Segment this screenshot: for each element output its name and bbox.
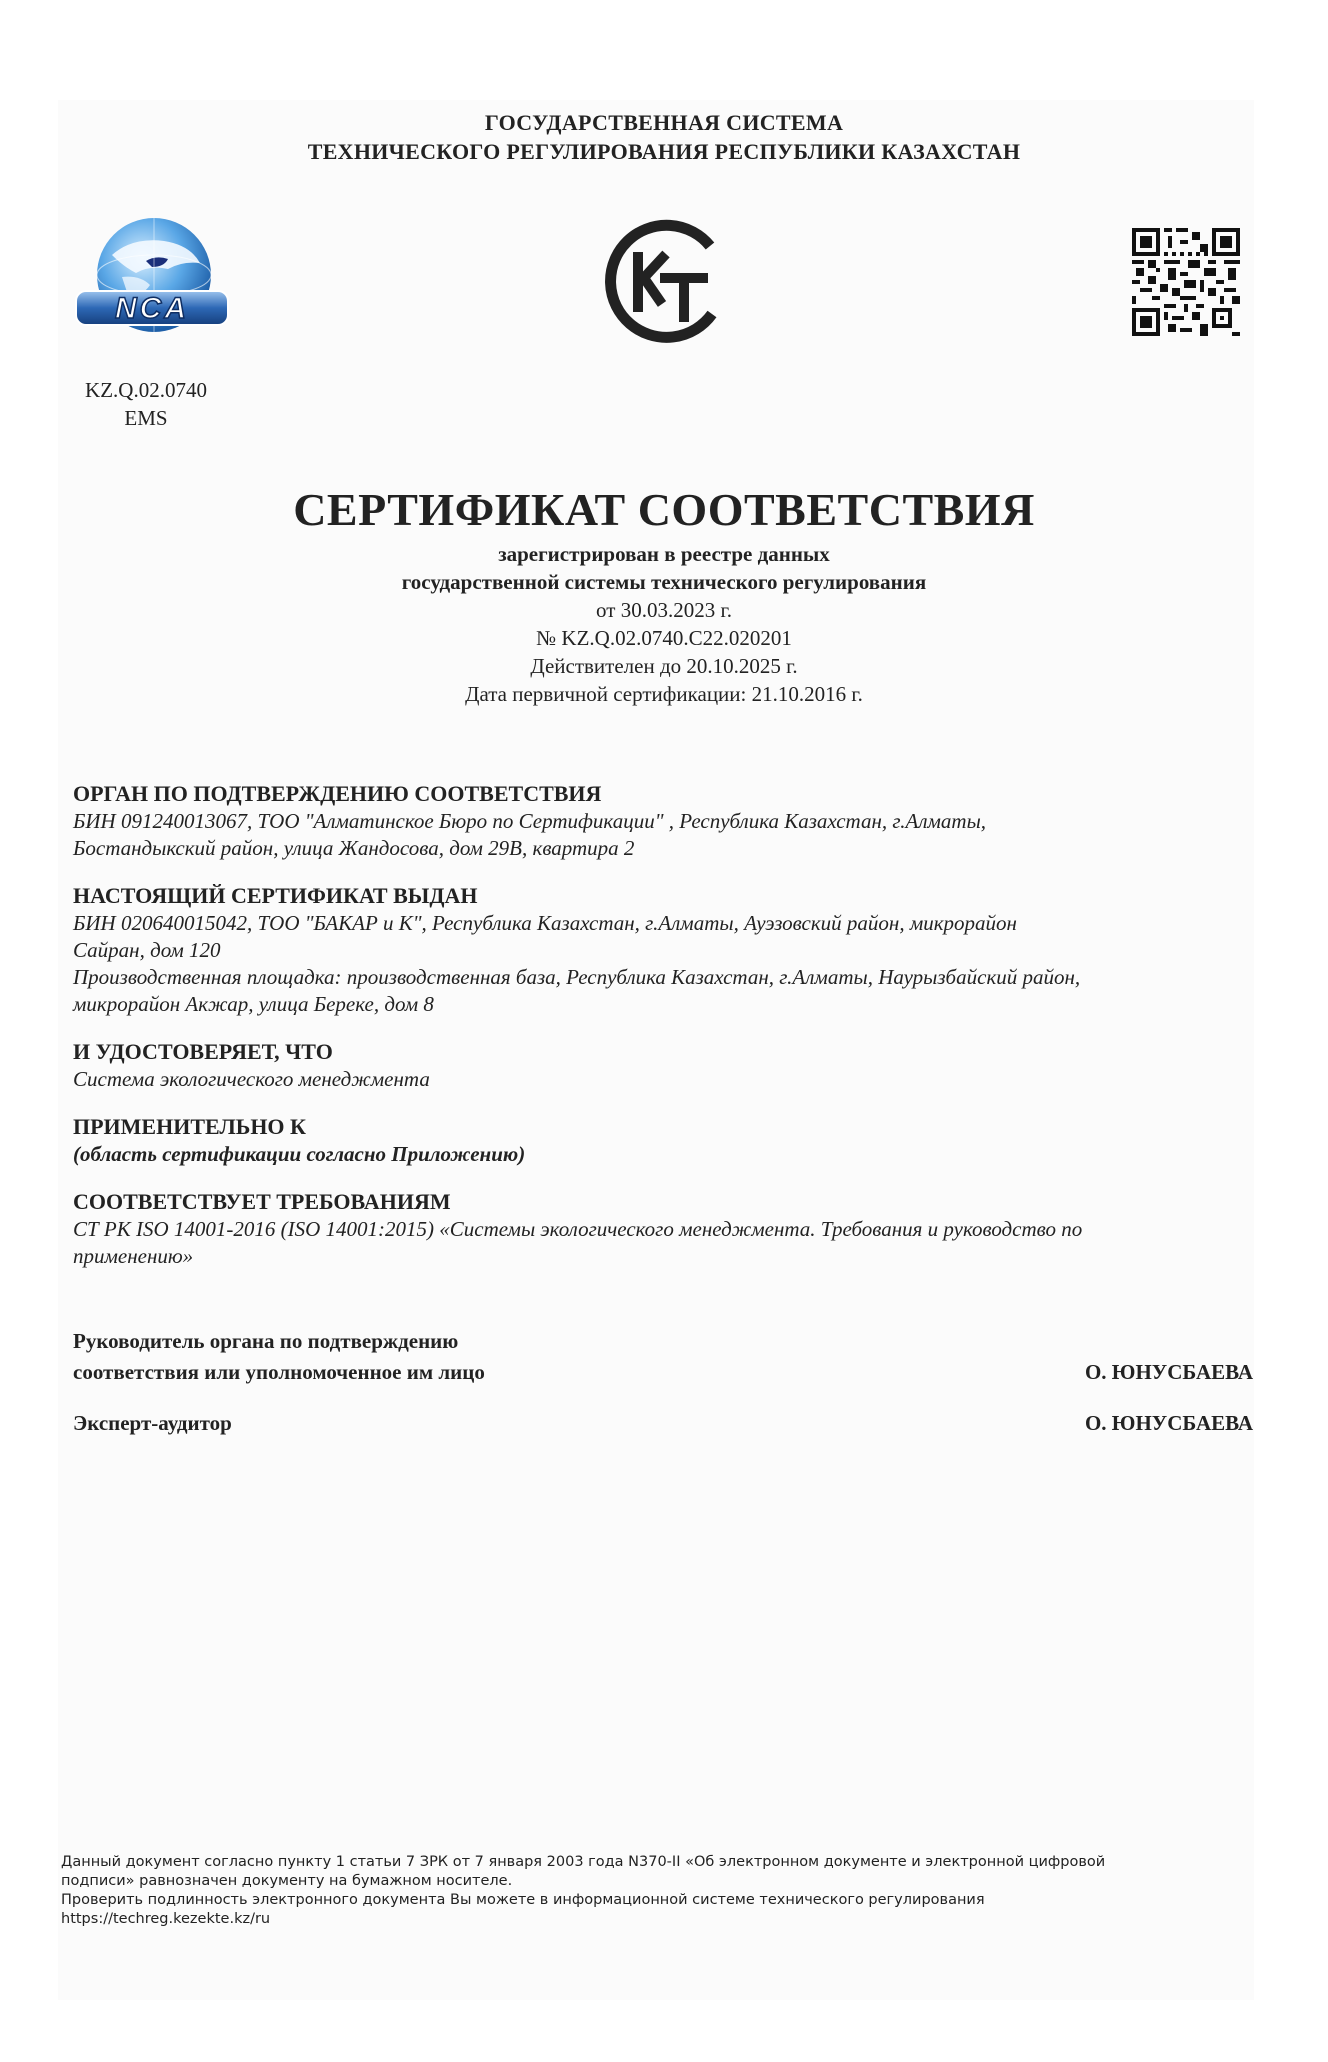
section-heading: ПРИМЕНИТЕЛЬНО К: [73, 1114, 306, 1139]
registry-valid-until: Действителен до 20.10.2025 г.: [530, 654, 798, 678]
accreditation-number: KZ.Q.02.0740: [85, 378, 207, 402]
state-system-heading: [0, 108, 1328, 166]
registry-number: № KZ.Q.02.0740.С22.020201: [536, 626, 792, 650]
section-line: БИН 091240013067, ТОО "Алматинское Бюро по Сертификации" , Республика Казахстан, г.Алматы,: [73, 809, 987, 833]
section-line: Система экологического менеджмента: [73, 1067, 430, 1091]
head-label-line-1: Руководитель органа по подтверждению: [73, 1329, 459, 1353]
heading-line-2: ТЕХНИЧЕСКОГО РЕГУЛИРОВАНИЯ РЕСПУБЛИКИ КАЗАХСТАН: [307, 139, 1021, 164]
conformity-body-section: [73, 780, 1253, 862]
qr-code-icon[interactable]: [1132, 228, 1240, 336]
applies-to-section: [73, 1113, 1253, 1168]
expert-signature-row: [73, 1408, 1253, 1439]
footer-line-1: Данный документ согласно пункту 1 статьи 7 ЗРК от 7 января 2003 года N370-II «Об электронном документе и электронной цифровой: [61, 1854, 1106, 1870]
signatures: [73, 1326, 1253, 1439]
section-text: [73, 808, 1253, 862]
legal-footer: [61, 1853, 1281, 1929]
issued-to-section: [73, 882, 1253, 1018]
registry-info: [0, 540, 1328, 708]
registry-first-certification: Дата первичной сертификации: 21.10.2016 г.: [465, 682, 863, 706]
registry-line-1: зарегистрирован в реестре данных: [498, 542, 830, 566]
certificate-sections: [73, 780, 1253, 1290]
expert-label: Эксперт-аудитор: [73, 1411, 232, 1435]
accreditation-type: EMS: [124, 406, 168, 430]
section-line: БИН 020640015042, ТОО "БАКАР и К", Республика Казахстан, г.Алматы, Ауэзовский район, микрорайон: [73, 911, 1017, 935]
section-line: (область сертификации согласно Приложению): [73, 1142, 526, 1166]
section-line: Сайран, дом 120: [73, 938, 221, 962]
section-line: СТ РК ISO 14001-2016 (ISO 14001:2015) «Системы экологического менеджмента. Требования и руководство по: [73, 1217, 1083, 1241]
certifies-section: [73, 1038, 1253, 1093]
nca-globe-logo-icon: [72, 215, 232, 340]
heading-line-1: ГОСУДАРСТВЕННАЯ СИСТЕМА: [484, 110, 844, 135]
expert-name: О. ЮНУСБАЕВА: [1084, 1411, 1253, 1435]
head-signature-row: [73, 1326, 1253, 1388]
section-text: [73, 910, 1253, 1018]
section-line: Производственная площадка: производственная база, Республика Казахстан, г.Алматы, Наурызбайский район,: [73, 965, 1081, 989]
section-heading: ОРГАН ПО ПОДТВЕРЖДЕНИЮ СООТВЕТСТВИЯ: [73, 781, 602, 806]
footer-verify-link[interactable]: https://techreg.kezekte.kz/ru: [61, 1911, 271, 1927]
section-text: [73, 1066, 1253, 1093]
section-heading: И УДОСТОВЕРЯЕТ, ЧТО: [73, 1039, 333, 1064]
footer-line-2: подписи» равнозначен документу на бумажном носителе.: [61, 1873, 513, 1889]
registry-date: от 30.03.2023 г.: [596, 598, 732, 622]
certificate-title: СЕРТИФИКАТ СООТВЕТСТВИЯ: [293, 484, 1035, 535]
nca-logo-text: NCA: [115, 292, 189, 325]
head-label-line-2: соответствия или уполномоченное им лицо: [73, 1360, 485, 1384]
section-text: [73, 1216, 1253, 1270]
section-line: Бостандыкский район, улица Жандосова, дом 29В, квартира 2: [73, 836, 635, 860]
section-heading: НАСТОЯЩИЙ СЕРТИФИКАТ ВЫДАН: [73, 883, 478, 908]
section-text: [73, 1141, 1253, 1168]
kt-conformity-mark-icon: [600, 216, 726, 346]
accreditation-code: [72, 376, 220, 432]
section-line: применению»: [73, 1244, 194, 1268]
registry-line-2: государственной системы технического регулирования: [401, 570, 927, 594]
footer-line-3: Проверить подлинность электронного документа Вы можете в информационной системе технического регулирования: [61, 1892, 985, 1908]
conforms-to-section: [73, 1188, 1253, 1270]
section-heading: СООТВЕТСТВУЕТ ТРЕБОВАНИЯМ: [73, 1189, 451, 1214]
section-line: микрорайон Акжар, улица Береке, дом 8: [73, 992, 434, 1016]
head-name: О. ЮНУСБАЕВА: [1084, 1360, 1253, 1384]
